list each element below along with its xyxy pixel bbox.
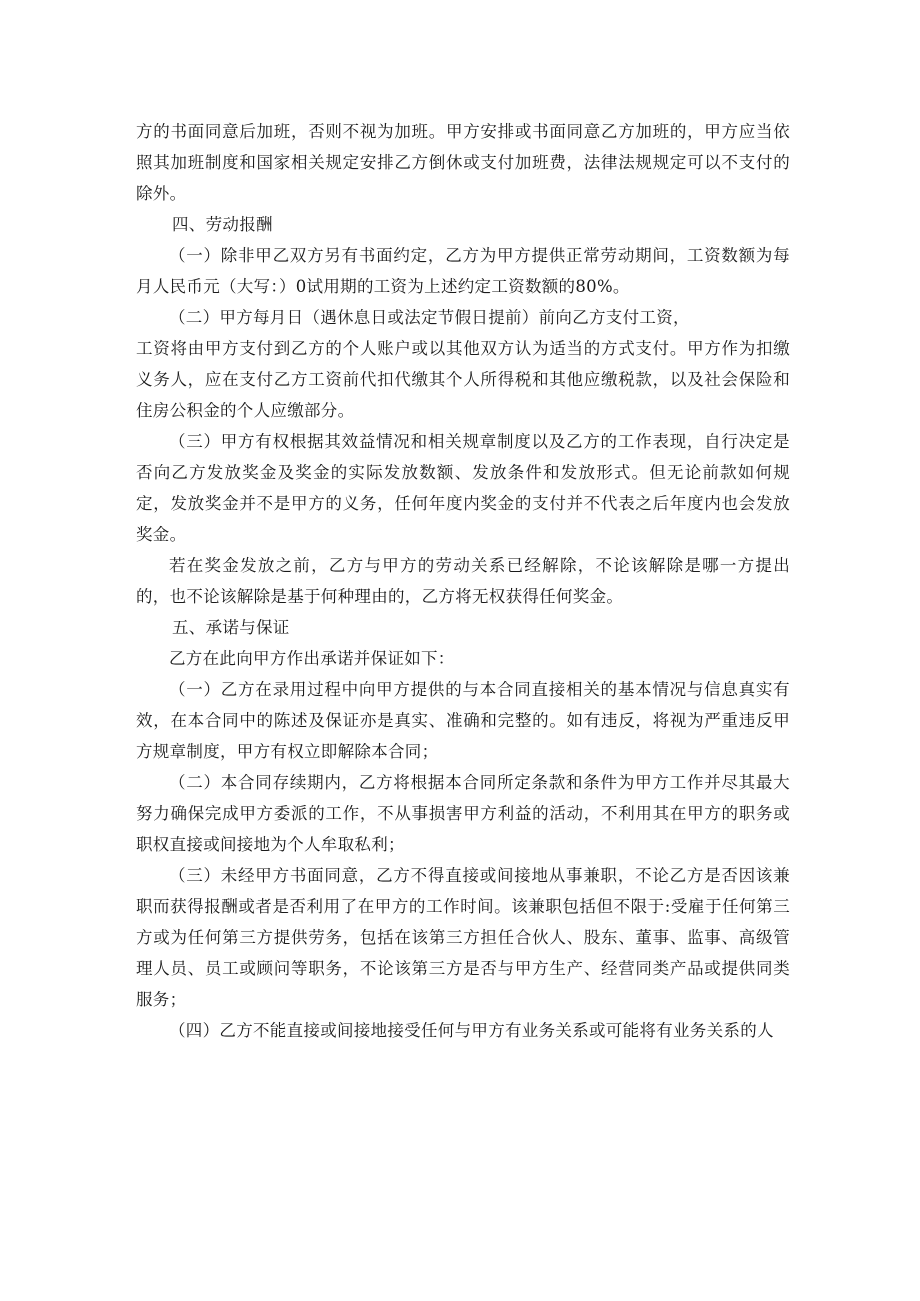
section-heading-remuneration: 四、劳动报酬 <box>172 215 273 234</box>
paragraph-commitment-no-parttime: （三）未经甲方书面同意，乙方不得直接或间接地从事兼职，不论乙方是否因该兼职而获得报酬或者是否利用了在甲方的工作时间。该兼职包括但不限于:受雇于任何第三方或为任何第三方提供劳务，包括在该第三方担任合伙人、股东、董事、监事、高级管理人员、员工或顾问等职务，不论该第三方是否与甲方生产、经营同类产品或提供同类服务； <box>136 866 790 1009</box>
paragraph-overtime-continuation: 方的书面同意后加班，否则不视为加班。甲方安排或书面同意乙方加班的，甲方应当依照其加班制度和国家相关规定安排乙方倒休或支付加班费，法律法规规定可以不支付的除外。 <box>136 122 790 203</box>
paragraph-bonus-termination: 若在奖金发放之前，乙方与甲方的劳动关系已经解除，不论该解除是哪一方提出的，也不论该解除是基于何种理由的，乙方将无权获得任何奖金。 <box>136 556 790 606</box>
paragraph-bonus-discretion: （三）甲方有权根据其效益情况和相关规章制度以及乙方的工作表现，自行决定是否向乙方发放奖金及奖金的实际发放数额、发放条件和发放形式。但无论前款如何规定，发放奖金并不是甲方的义务，任何年度内奖金的支付并不代表之后年度内也会发放奖金。 <box>136 432 790 544</box>
document-body <box>136 116 790 1046</box>
paragraph-commitment-truthful-info: （一）乙方在录用过程中向甲方提供的与本合同直接相关的基本情况与信息真实有效，在本合同中的陈述及保证亦是真实、准确和完整的。如有违反，将视为严重违反甲方规章制度，甲方有权立即解除本合同； <box>136 680 790 761</box>
paragraph-salary-payment-date: （二）甲方每月日（遇休息日或法定节假日提前）前向乙方支付工资， <box>169 308 690 327</box>
paragraph-commitment-best-efforts: （二）本合同存续期内，乙方将根据本合同所定条款和条件为甲方工作并尽其最大努力确保完成甲方委派的工作，不从事损害甲方利益的活动，不利用其在甲方的职务或职权直接或间接地为个人牟取私利； <box>136 773 790 854</box>
section-heading-commitments: 五、承诺与保证 <box>172 618 290 637</box>
paragraph-salary-amount: （一）除非甲乙双方另有书面约定，乙方为甲方提供正常劳动期间，工资数额为每月人民币元（大写：）0试用期的工资为上述约定工资数额的80%。 <box>136 246 790 296</box>
paragraph-commitments-intro: 乙方在此向甲方作出承诺并保证如下： <box>169 649 455 668</box>
paragraph-commitment-no-gifts: （四）乙方不能直接或间接地接受任何与甲方有业务关系或可能将有业务关系的人 <box>169 1021 774 1040</box>
paragraph-salary-payment-method: 工资将由甲方支付到乙方的个人账户或以其他双方认为适当的方式支付。甲方作为扣缴义务人，应在支付乙方工资前代扣代缴其个人所得税和其他应缴税款，以及社会保险和住房公积金的个人应缴部分。 <box>136 339 790 420</box>
